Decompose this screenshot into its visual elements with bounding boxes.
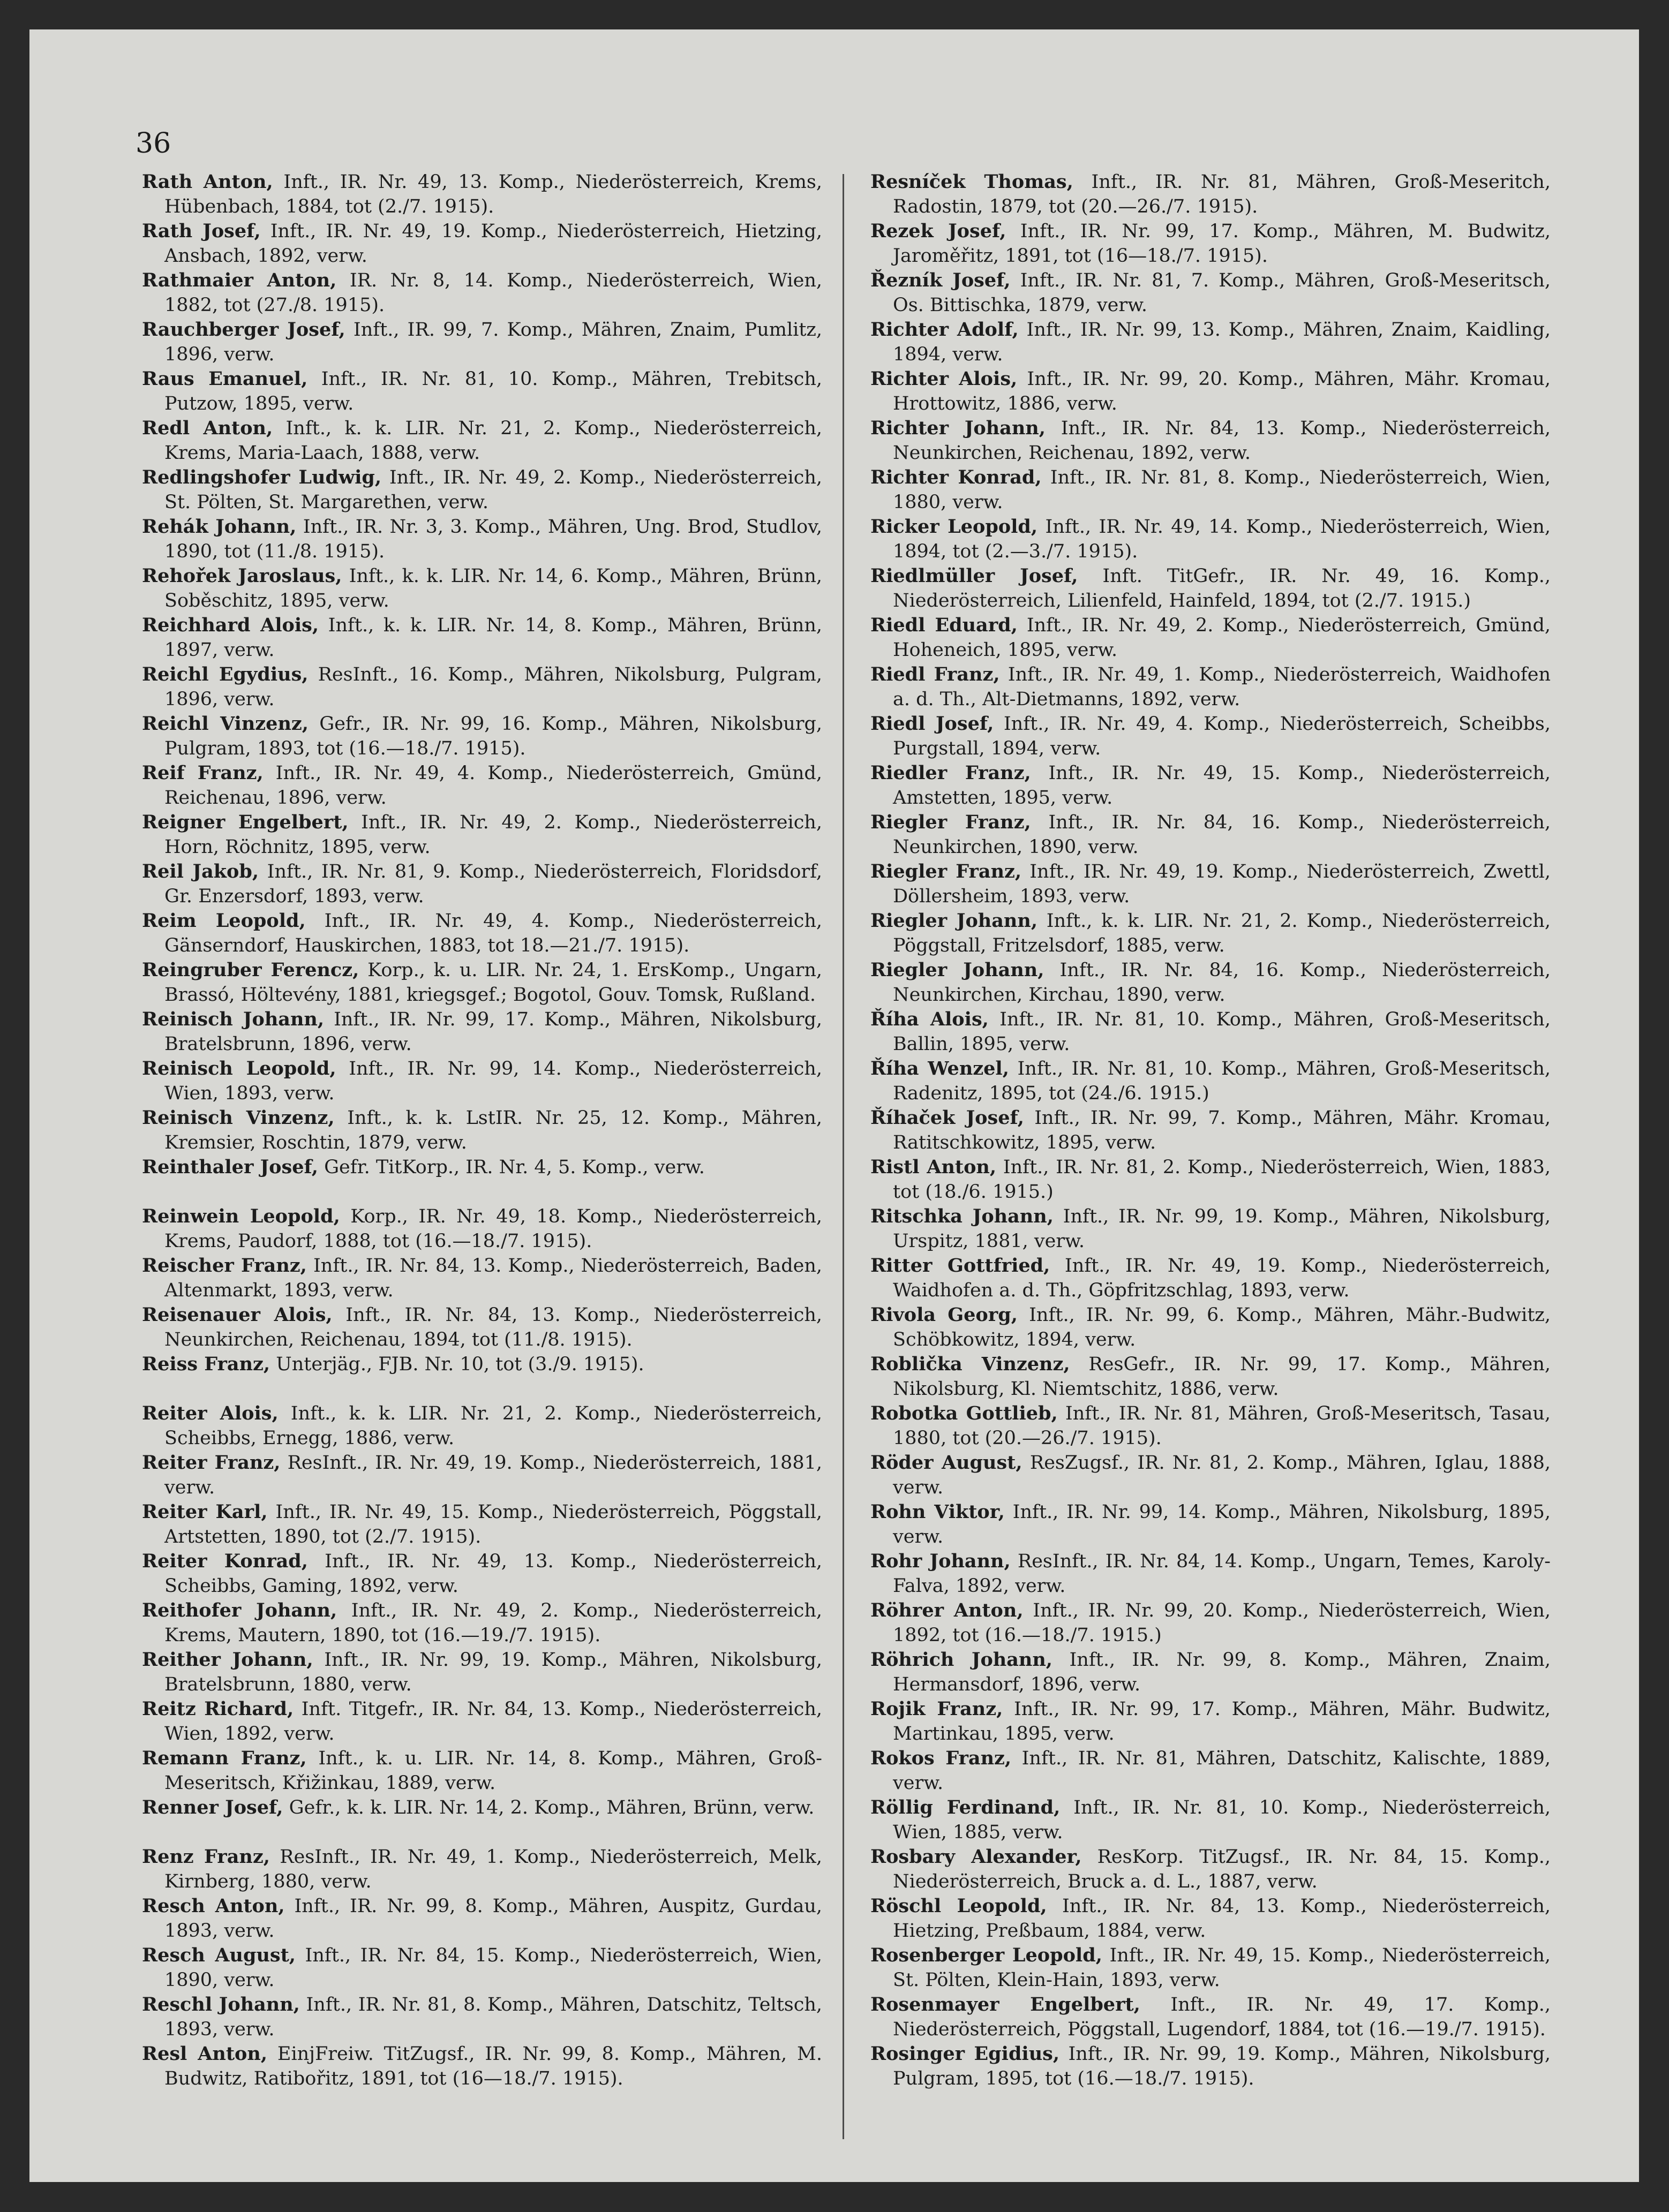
entry-details: Inft., IR. Nr. 99, 14. Komp., Niederösterreich, Wien, 1893, verw.	[164, 1058, 822, 1104]
entry-details: ResGefr., IR. Nr. 99, 17. Komp., Mähren, Nikolsburg, Kl. Niemtschitz, 1886, verw.	[893, 1354, 1551, 1400]
register-entry	[870, 958, 1551, 1007]
register-entry	[870, 1648, 1551, 1697]
register-entry	[870, 1598, 1551, 1648]
register-entry	[142, 1204, 822, 1254]
register-entry	[142, 1303, 822, 1352]
register-entry	[142, 318, 822, 367]
entry-details: Gefr. TitKorp., IR. Nr. 4, 5. Komp., verw.	[324, 1157, 705, 1178]
entry-details: Inft., IR. Nr. 81, 10. Komp., Mähren, Groß-Meseritsch, Radenitz, 1895, tot (24./6. 1915.)	[893, 1058, 1551, 1104]
register-entry	[870, 318, 1551, 367]
entry-name: Renner Josef,	[142, 1796, 283, 1818]
register-entry	[870, 2042, 1551, 2091]
entry-name: Řezník Josef,	[870, 269, 1011, 291]
register-entry	[142, 268, 822, 318]
register-entry	[870, 1451, 1551, 1500]
entry-details: Inft., IR. Nr. 99, 17. Komp., Mähren, M. Budwitz, Jaroměřitz, 1891, tot (16—18./7. 1915).	[893, 221, 1551, 267]
entry-details: Inft., IR. Nr. 99, 8. Komp., Mähren, Auspitz, Gurdau, 1893, verw.	[164, 1896, 822, 1942]
entry-details: Inft., IR. Nr. 99, 7. Komp., Mähren, Mähr. Kromau, Ratitschkowitz, 1895, verw.	[893, 1107, 1551, 1153]
entry-name: Rivola Georg,	[870, 1304, 1018, 1326]
entry-details: Inft., IR. Nr. 84, 15. Komp., Niederösterreich, Wien, 1890, verw.	[164, 1945, 822, 1991]
entry-details: Inft., IR. Nr. 81, 9. Komp., Niederösterreich, Floridsdorf, Gr. Enzersdorf, 1893, verw.	[164, 861, 822, 907]
entry-name: Resch Anton,	[142, 1895, 285, 1917]
entry-details: Inft., IR. Nr. 49, 14. Komp., Niederösterreich, Wien, 1894, tot (2.—3./7. 1915).	[893, 516, 1551, 562]
register-entry	[142, 1254, 822, 1303]
register-entry	[142, 909, 822, 958]
entry-details: Inft., IR. Nr. 49, 2. Komp., Niederösterreich, Krems, Mautern, 1890, tot (16.—19./7. 1915).	[164, 1600, 822, 1646]
entry-details: Inft., IR. Nr. 81, Mähren, Datschitz, Kalischte, 1889, verw.	[893, 1748, 1551, 1794]
entry-name: Riedlmüller Josef,	[870, 565, 1078, 587]
entry-name: Robotka Gottlieb,	[870, 1402, 1058, 1424]
entry-details: Inft., IR. Nr. 84, 13. Komp., Niederösterreich, Neunkirchen, Reichenau, 1894, tot (11./8. 1915).	[164, 1304, 822, 1350]
entry-details: Inft., IR. Nr. 81, 7. Komp., Mähren, Groß-Meseritsch, Os. Bittischka, 1879, verw.	[893, 270, 1551, 316]
register-entry	[870, 1992, 1551, 2042]
register-entry	[870, 1746, 1551, 1795]
register-entry	[142, 662, 822, 712]
entry-name: Reinwein Leopold,	[142, 1205, 340, 1227]
entry-name: Rath Josef,	[142, 220, 261, 242]
entry-details: Inft., IR. Nr. 49, 4. Komp., Niederösterreich, Scheibbs, Purgstall, 1894, verw.	[893, 713, 1551, 759]
entry-details: Inft., IR. Nr. 81, 8. Komp., Niederösterreich, Wien, 1880, verw.	[893, 467, 1551, 513]
register-entry	[870, 613, 1551, 662]
entry-name: Reinisch Vinzenz,	[142, 1107, 335, 1129]
entry-name: Riedl Eduard,	[870, 614, 1018, 636]
entry-details: Inft., k. k. LIR. Nr. 21, 2. Komp., Niederösterreich, Scheibbs, Ernegg, 1886, verw.	[164, 1403, 822, 1449]
entry-details: Inft., IR. Nr. 99, 19. Komp., Mähren, Nikolsburg, Bratelsbrunn, 1880, verw.	[164, 1649, 822, 1695]
entry-details: Inft., IR. Nr. 84, 13. Komp., Niederösterreich, Neunkirchen, Reichenau, 1892, verw.	[893, 418, 1551, 464]
register-entry	[142, 1056, 822, 1106]
entry-details: Inft., IR. Nr. 49, 2. Komp., Niederösterreich, St. Pölten, St. Margarethen, verw.	[164, 467, 822, 513]
entry-name: Röhrer Anton,	[870, 1599, 1024, 1621]
register-entry	[142, 1697, 822, 1746]
entry-name: Riegler Franz,	[870, 860, 1022, 882]
register-entry	[870, 1697, 1551, 1746]
entry-details: Inft., IR. Nr. 49, 15. Komp., Niederösterreich, Amstetten, 1895, verw.	[893, 763, 1551, 809]
entry-name: Reichl Egydius,	[142, 663, 309, 685]
entry-details: Inft., IR. Nr. 81, 10. Komp., Mähren, Trebitsch, Putzow, 1895, verw.	[164, 368, 822, 414]
register-entry	[870, 416, 1551, 465]
entry-name: Riegler Johann,	[870, 959, 1044, 981]
register-entry	[142, 465, 822, 515]
entry-name: Riedl Josef,	[870, 713, 994, 735]
left-column	[142, 170, 822, 2091]
entry-name: Röllig Ferdinand,	[870, 1796, 1061, 1818]
register-entry	[870, 268, 1551, 318]
register-entry	[870, 1845, 1551, 1894]
entry-name: Reithofer Johann,	[142, 1599, 337, 1621]
entry-name: Reingruber Ferencz,	[142, 959, 359, 981]
entry-name: Reim Leopold,	[142, 910, 306, 932]
register-entry	[142, 219, 822, 268]
entry-name: Richter Alois,	[870, 368, 1018, 390]
entry-details: Inft., IR. Nr. 99, 14. Komp., Mähren, Nikolsburg, 1895, verw.	[893, 1501, 1551, 1547]
entry-name: Reschl Johann,	[142, 1994, 300, 2015]
entry-name: Resl Anton,	[142, 2043, 268, 2065]
register-entry	[870, 712, 1551, 761]
entry-details: ResInft., 16. Komp., Mähren, Nikolsburg, Pulgram, 1896, verw.	[164, 664, 822, 710]
register-entry	[870, 1943, 1551, 1992]
entry-details: Inft., k. u. LIR. Nr. 14, 8. Komp., Mähren, Groß-Meseritsch, Křižinkau, 1889, verw.	[164, 1748, 822, 1794]
entry-details: Inft., IR. Nr. 99, 8. Komp., Mähren, Znaim, Hermansdorf, 1896, verw.	[893, 1649, 1551, 1695]
entry-details: Inft., IR. Nr. 81, Mähren, Groß-Meseritsch, Tasau, 1880, tot (20.—26./7. 1915).	[893, 1403, 1551, 1449]
register-entry	[142, 2042, 822, 2091]
register-entry	[142, 1401, 822, 1451]
entry-details: Inft., IR. Nr. 49, 4. Komp., Niederösterreich, Gmünd, Reichenau, 1896, verw.	[164, 763, 822, 809]
entry-name: Rosbary Alexander,	[870, 1846, 1082, 1868]
entry-name: Röschl Leopold,	[870, 1895, 1047, 1917]
entry-name: Rohr Johann,	[870, 1550, 1011, 1572]
entry-name: Resch August,	[142, 1944, 296, 1966]
register-entry	[142, 712, 822, 761]
entry-name: Reichl Vinzenz,	[142, 713, 309, 735]
register-entry	[142, 859, 822, 909]
register-entry	[142, 564, 822, 613]
entry-name: Říhaček Josef,	[870, 1107, 1024, 1129]
entry-details: Inft., IR. Nr. 3, 3. Komp., Mähren, Ung. Brod, Studlov, 1890, tot (11./8. 1915).	[164, 516, 822, 562]
entry-details: ResInft., IR. Nr. 49, 19. Komp., Niederösterreich, 1881, verw.	[164, 1452, 822, 1498]
register-entry	[870, 170, 1551, 219]
register-entry	[870, 1204, 1551, 1254]
document-page	[29, 29, 1639, 2182]
register-entry	[142, 1894, 822, 1943]
entry-details: Inft., IR. Nr. 49, 19. Komp., Niederösterreich, Zwettl, Döllersheim, 1893, verw.	[893, 861, 1551, 907]
entry-details: Inft., IR. Nr. 49, 19. Komp., Niederösterreich, Waidhofen a. d. Th., Göpfritzschlag, 1893, verw.	[893, 1255, 1551, 1301]
entry-details: ResZugsf., IR. Nr. 81, 2. Komp., Mähren, Iglau, 1888, verw.	[893, 1452, 1551, 1498]
entry-name: Reisenauer Alois,	[142, 1304, 333, 1326]
entry-name: Reinthaler Josef,	[142, 1156, 318, 1178]
register-entry	[870, 564, 1551, 613]
entry-details: Inft., IR. Nr. 99, 6. Komp., Mähren, Mähr.-Budwitz, Schöbkowitz, 1894, verw.	[893, 1304, 1551, 1350]
register-entry	[142, 1155, 822, 1204]
register-entry	[142, 1845, 822, 1894]
entry-details: Inft., IR. Nr. 99, 19. Komp., Mähren, Nikolsburg, Urspitz, 1881, verw.	[893, 1206, 1551, 1252]
entry-details: Inft. TitGefr., IR. Nr. 49, 16. Komp., Niederösterreich, Lilienfeld, Hainfeld, 1894, tot (2./7. 1915.)	[893, 565, 1551, 611]
entry-details: Inft., IR. Nr. 81, 10. Komp., Niederösterreich, Wien, 1885, verw.	[893, 1797, 1551, 1843]
entry-name: Říha Wenzel,	[870, 1058, 1009, 1079]
entry-name: Richter Konrad,	[870, 466, 1042, 488]
register-entry	[142, 1992, 822, 2042]
entry-name: Ritschka Johann,	[870, 1205, 1054, 1227]
entry-name: Riedl Franz,	[870, 663, 1000, 685]
entry-name: Rathmaier Anton,	[142, 269, 337, 291]
entry-name: Rehák Johann,	[142, 516, 297, 538]
register-entry	[870, 465, 1551, 515]
entry-name: Reischer Franz,	[142, 1255, 307, 1277]
entry-name: Reinisch Leopold,	[142, 1058, 336, 1079]
right-column	[870, 170, 1551, 2091]
entry-name: Riedler Franz,	[870, 762, 1031, 784]
entry-details: Inft., IR. Nr. 81, Mähren, Groß-Meseritch, Radostin, 1879, tot (20.—26./7. 1915).	[893, 171, 1551, 217]
register-entry	[870, 761, 1551, 810]
entry-name: Redl Anton,	[142, 417, 273, 439]
entry-name: Říha Alois,	[870, 1008, 989, 1030]
entry-details: Inft., IR. Nr. 49, 2. Komp., Niederösterreich, Gmünd, Hoheneich, 1895, verw.	[893, 615, 1551, 661]
register-entry	[142, 1451, 822, 1500]
register-entry	[142, 1106, 822, 1155]
register-entry	[870, 810, 1551, 859]
entry-name: Ricker Leopold,	[870, 516, 1038, 538]
register-entry	[142, 1500, 822, 1549]
register-entry	[142, 958, 822, 1007]
entry-details: Gefr., IR. Nr. 99, 16. Komp., Mähren, Nikolsburg, Pulgram, 1893, tot (16.—18./7. 1915).	[164, 713, 822, 759]
entry-details: Inft., IR. Nr. 49, 13. Komp., Niederösterreich, Krems, Hübenbach, 1884, tot (2./7. 1915).	[164, 171, 822, 217]
entry-details: Inft., IR. Nr. 49, 15. Komp., Niederösterreich, St. Pölten, Klein-Hain, 1893, verw.	[893, 1945, 1551, 1991]
entry-details: Inft., IR. Nr. 84, 16. Komp., Niederösterreich, Neunkirchen, Kirchau, 1890, verw.	[893, 960, 1551, 1006]
entry-details: Inft., IR. Nr. 99, 20. Komp., Mähren, Mähr. Kromau, Hrottowitz, 1886, verw.	[893, 368, 1551, 414]
entry-details: Inft., IR. Nr. 81, 2. Komp., Niederösterreich, Wien, 1883, tot (18./6. 1915.)	[893, 1157, 1551, 1203]
entry-name: Riegler Franz,	[870, 811, 1031, 833]
entry-details: Inft., IR. Nr. 99, 17. Komp., Mähren, Nikolsburg, Bratelsbrunn, 1896, verw.	[164, 1009, 822, 1055]
entry-details: IR. Nr. 8, 14. Komp., Niederösterreich, Wien, 1882, tot (27./8. 1915).	[164, 270, 822, 316]
entry-name: Rauchberger Josef,	[142, 319, 345, 341]
entry-details: Inft., IR. Nr. 84, 16. Komp., Niederösterreich, Neunkirchen, 1890, verw.	[893, 812, 1551, 858]
register-entry	[870, 1303, 1551, 1352]
entry-name: Reiter Konrad,	[142, 1550, 308, 1572]
entry-name: Reif Franz,	[142, 762, 264, 784]
register-entry	[142, 810, 822, 859]
entry-details: Korp., IR. Nr. 49, 18. Komp., Niederösterreich, Krems, Paudorf, 1888, tot (16.—18./7. 1915).	[164, 1206, 822, 1252]
entry-details: Inft., IR. Nr. 99, 17. Komp., Mähren, Mähr. Budwitz, Martinkau, 1895, verw.	[893, 1698, 1551, 1745]
entry-name: Ritter Gottfried,	[870, 1255, 1050, 1277]
entry-name: Rojik Franz,	[870, 1698, 1003, 1720]
entry-name: Reichhard Alois,	[142, 614, 319, 636]
register-entry	[870, 1500, 1551, 1549]
entry-details: Inft., IR. Nr. 99, 20. Komp., Niederösterreich, Wien, 1892, tot (16.—18./7. 1915.)	[893, 1600, 1551, 1646]
register-entry	[870, 1401, 1551, 1451]
entry-details: ResInft., IR. Nr. 49, 1. Komp., Niederösterreich, Melk, Kirnberg, 1880, verw.	[164, 1846, 822, 1892]
entry-name: Reiter Franz,	[142, 1452, 281, 1474]
entry-name: Richter Johann,	[870, 417, 1046, 439]
entry-name: Röder August,	[870, 1452, 1023, 1474]
entry-details: Inft., IR. Nr. 49, 2. Komp., Niederösterreich, Horn, Röchnitz, 1895, verw.	[164, 812, 822, 858]
entry-name: Reitz Richard,	[142, 1698, 294, 1720]
entry-name: Roblička Vinzenz,	[870, 1353, 1070, 1375]
register-entry	[142, 416, 822, 465]
entry-name: Reiss Franz,	[142, 1353, 270, 1375]
entry-name: Raus Emanuel,	[142, 368, 308, 390]
register-entry	[142, 170, 822, 219]
entry-details: Inft., k. k. LIR. Nr. 21, 2. Komp., Niederösterreich, Pöggstall, Fritzelsdorf, 1885, verw.	[893, 910, 1551, 956]
register-entry	[142, 1598, 822, 1648]
entry-details: EinjFreiw. TitZugsf., IR. Nr. 99, 8. Komp., Mähren, M. Budwitz, Ratibořitz, 1891, tot (16—18./7. 1915).	[164, 2043, 822, 2089]
entry-details: Inft., k. k. LIR. Nr. 21, 2. Komp., Niederösterreich, Krems, Maria-Laach, 1888, verw.	[164, 418, 822, 464]
entry-details: Inft., IR. Nr. 81, 10. Komp., Mähren, Groß-Meseritsch, Ballin, 1895, verw.	[893, 1009, 1551, 1055]
register-entry	[870, 1155, 1551, 1204]
entry-details: Inft., IR. 99, 7. Komp., Mähren, Znaim, Pumlitz, 1896, verw.	[164, 319, 822, 365]
register-entry	[142, 1648, 822, 1697]
register-entry	[142, 515, 822, 564]
entry-details: Inft., k. k. LIR. Nr. 14, 8. Komp., Mähren, Brünn, 1897, verw.	[164, 615, 822, 661]
entry-name: Reigner Engelbert,	[142, 811, 349, 833]
entry-details: Unterjäg., FJB. Nr. 10, tot (3./9. 1915).	[276, 1354, 644, 1375]
register-entry	[142, 1943, 822, 1992]
entry-details: Inft., IR. Nr. 84, 13. Komp., Niederösterreich, Baden, Altenmarkt, 1893, verw.	[164, 1255, 822, 1301]
register-entry	[870, 1352, 1551, 1401]
entry-details: Inft., IR. Nr. 49, 4. Komp., Niederösterreich, Gänserndorf, Hauskirchen, 1883, tot 18.—21./7. 1915).	[164, 910, 822, 956]
register-entry	[142, 367, 822, 416]
register-entry	[870, 1894, 1551, 1943]
entry-name: Renz Franz,	[142, 1846, 270, 1868]
entry-details: Inft., IR. Nr. 49, 15. Komp., Niederösterreich, Pöggstall, Artstetten, 1890, tot (2./7. 1915).	[164, 1501, 822, 1547]
entry-name: Richter Adolf,	[870, 319, 1019, 341]
entry-name: Rosinger Egidius,	[870, 2043, 1060, 2065]
entry-details: Inft., IR. Nr. 49, 13. Komp., Niederösterreich, Scheibbs, Gaming, 1892, verw.	[164, 1551, 822, 1597]
entry-name: Ristl Anton,	[870, 1156, 997, 1178]
register-entry	[142, 613, 822, 662]
entry-details: Inft., IR. Nr. 49, 1. Komp., Niederösterreich, Waidhofen a. d. Th., Alt-Dietmanns, 1892, verw.	[893, 664, 1551, 710]
register-entry	[870, 219, 1551, 268]
entry-details: Inft. Titgefr., IR. Nr. 84, 13. Komp., Niederösterreich, Wien, 1892, verw.	[164, 1698, 822, 1745]
entry-details: Inft., IR. Nr. 99, 13. Komp., Mähren, Znaim, Kaidling, 1894, verw.	[893, 319, 1551, 365]
entry-name: Reinisch Johann,	[142, 1008, 325, 1030]
register-entry	[870, 515, 1551, 564]
entry-name: Reiter Karl,	[142, 1501, 268, 1523]
register-entry	[870, 1795, 1551, 1845]
register-entry	[870, 1549, 1551, 1598]
register-entry	[142, 1746, 822, 1795]
entry-name: Rehořek Jaroslaus,	[142, 565, 342, 587]
entry-details: Inft., IR. Nr. 49, 19. Komp., Niederösterreich, Hietzing, Ansbach, 1892, verw.	[164, 221, 822, 267]
column-divider	[843, 174, 844, 2139]
entry-name: Rohn Viktor,	[870, 1501, 1005, 1523]
register-entry	[142, 1352, 822, 1401]
register-entry	[142, 1549, 822, 1598]
entry-name: Rezek Josef,	[870, 220, 1006, 242]
entry-name: Reither Johann,	[142, 1649, 313, 1671]
entry-details: Inft., k. k. LstIR. Nr. 25, 12. Komp., Mähren, Kremsier, Roschtin, 1879, verw.	[164, 1107, 822, 1153]
entry-name: Remann Franz,	[142, 1747, 307, 1769]
register-entry	[142, 761, 822, 810]
entry-details: Korp., k. u. LIR. Nr. 24, 1. ErsKomp., Ungarn, Brassó, Höltevény, 1881, kriegsgef.; Bogotol, Gouv. Tomsk, Rußland.	[164, 960, 822, 1006]
entry-details: Gefr., k. k. LIR. Nr. 14, 2. Komp., Mähren, Brünn, verw.	[289, 1797, 815, 1818]
entry-details: ResKorp. TitZugsf., IR. Nr. 84, 15. Komp., Niederösterreich, Bruck a. d. L., 1887, verw.	[893, 1846, 1551, 1892]
entry-name: Riegler Johann,	[870, 910, 1038, 932]
page-number: 36	[136, 127, 171, 160]
entry-details: Inft., IR. Nr. 99, 19. Komp., Mähren, Nikolsburg, Pulgram, 1895, tot (16.—18./7. 1915).	[893, 2043, 1551, 2089]
entry-details: Inft., IR. Nr. 81, 8. Komp., Mähren, Datschitz, Teltsch, 1893, verw.	[164, 1994, 822, 2040]
entry-details: Inft., k. k. LIR. Nr. 14, 6. Komp., Mähren, Brünn, Soběschitz, 1895, verw.	[164, 565, 822, 611]
register-entry	[870, 662, 1551, 712]
entry-name: Resníček Thomas,	[870, 171, 1073, 193]
register-entry	[870, 909, 1551, 958]
entry-name: Röhrich Johann,	[870, 1649, 1052, 1671]
entry-name: Redlingshofer Ludwig,	[142, 466, 382, 488]
entry-details: Inft., IR. Nr. 84, 13. Komp., Niederösterreich, Hietzing, Preßbaum, 1884, verw.	[893, 1896, 1551, 1942]
entry-name: Reil Jakob,	[142, 860, 259, 882]
entry-name: Rokos Franz,	[870, 1747, 1012, 1769]
register-entry	[870, 1007, 1551, 1056]
entry-details: ResInft., IR. Nr. 84, 14. Komp., Ungarn, Temes, Karoly-Falva, 1892, verw.	[893, 1551, 1551, 1597]
register-entry	[870, 1056, 1551, 1106]
entry-name: Rosenmayer Engelbert,	[870, 1994, 1140, 2015]
register-entry	[870, 1254, 1551, 1303]
entry-details: Inft., IR. Nr. 49, 17. Komp., Niederösterreich, Pöggstall, Lugendorf, 1884, tot (16.—19./7. 1915).	[893, 1994, 1551, 2040]
entry-name: Rosenberger Leopold,	[870, 1944, 1102, 1966]
register-entry	[142, 1007, 822, 1056]
entry-name: Rath Anton,	[142, 171, 273, 193]
register-entry	[870, 1106, 1551, 1155]
entry-name: Reiter Alois,	[142, 1402, 279, 1424]
register-entry	[870, 859, 1551, 909]
register-entry	[870, 367, 1551, 416]
register-entry	[142, 1795, 822, 1845]
